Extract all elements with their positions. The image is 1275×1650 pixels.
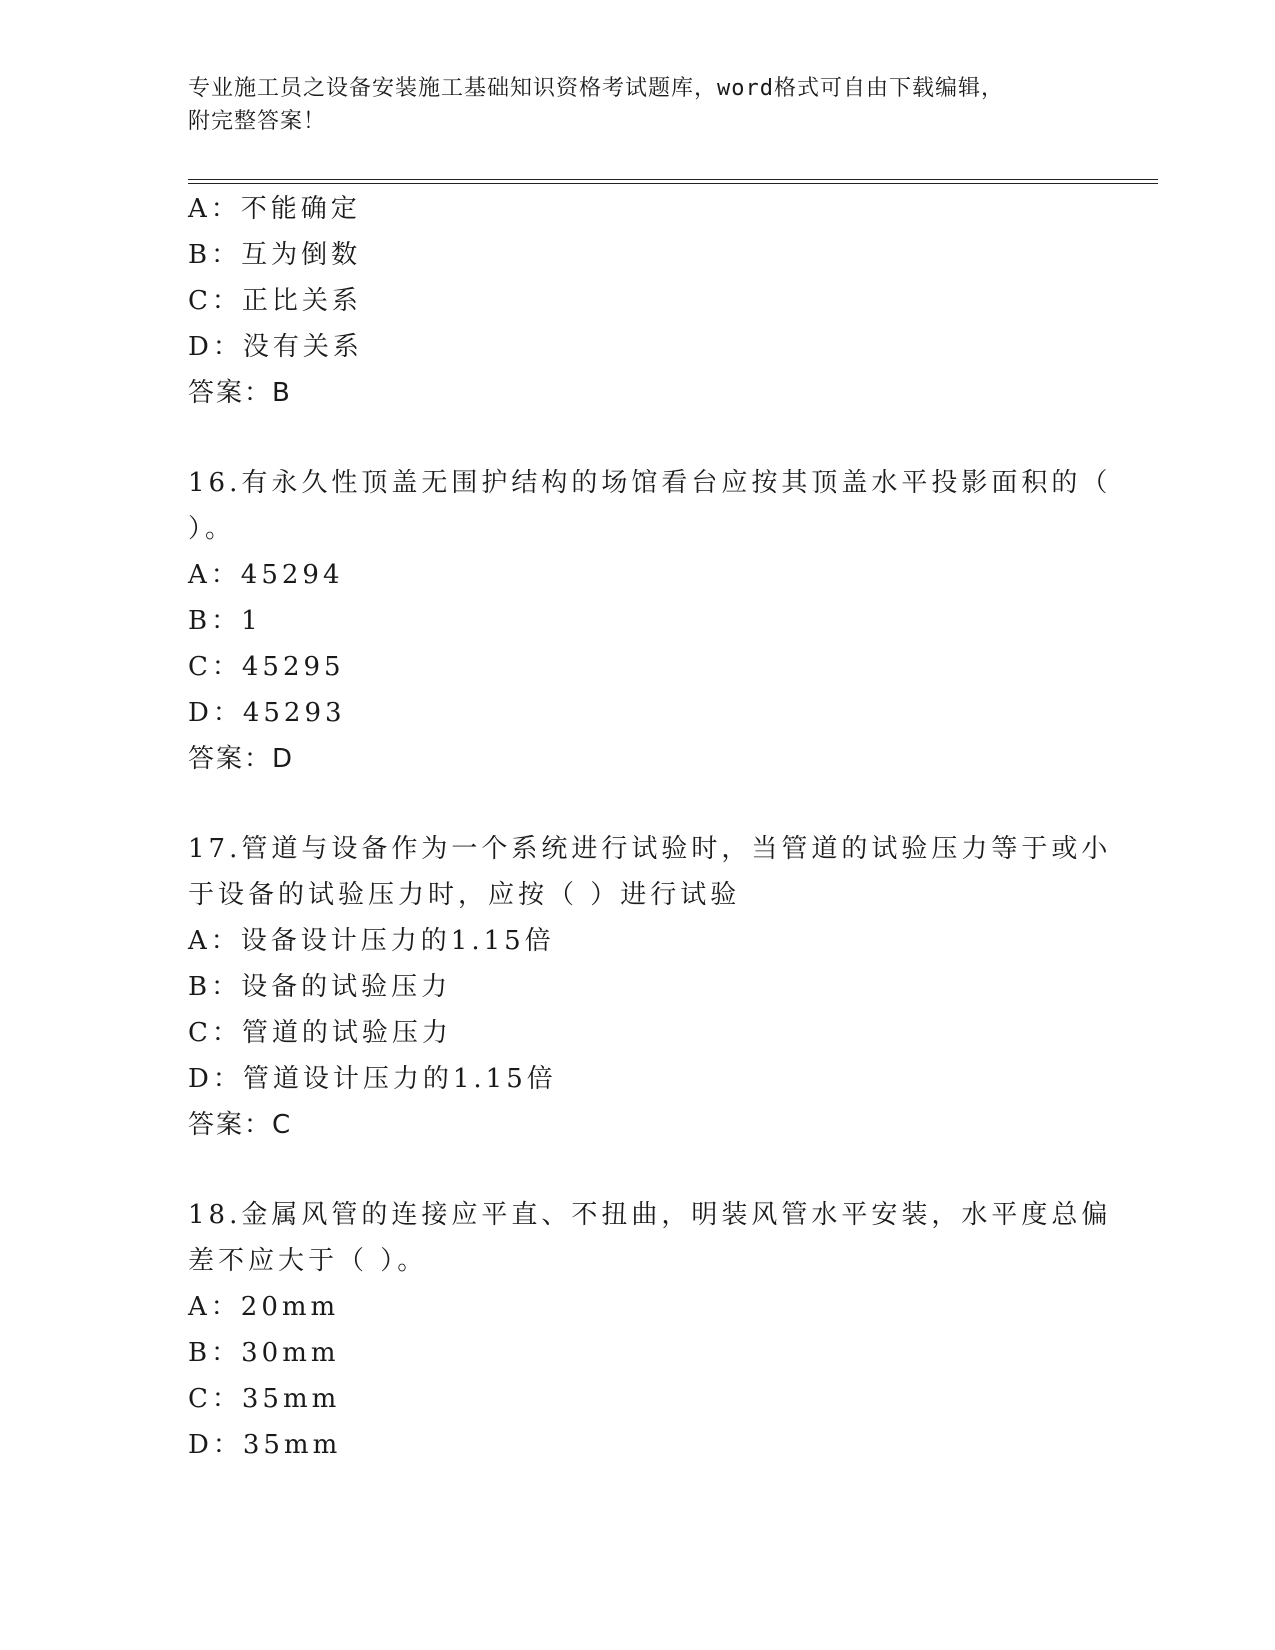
option-b: B：设备的试验压力 xyxy=(188,972,452,1002)
question-16 xyxy=(188,460,1112,782)
question-15 xyxy=(188,186,1088,416)
answer-label: 答案：D xyxy=(188,744,295,774)
header-divider-bottom xyxy=(188,183,1158,184)
option-d: D：45293 xyxy=(188,698,346,728)
option-d: D：没有关系 xyxy=(188,332,363,362)
option-a: A：20mm xyxy=(188,1292,340,1322)
option-c: C：45295 xyxy=(188,652,345,682)
answer-label: 答案：C xyxy=(188,1110,293,1140)
question-spacer xyxy=(188,1148,1088,1192)
option-d: D：管道设计压力的1.15倍 xyxy=(188,1064,557,1094)
option-b: B：互为倒数 xyxy=(188,240,362,270)
question-stem-line-1: 17.管道与设备作为一个系统进行试验时，当管道的试验压力等于或小 xyxy=(188,834,1112,864)
option-c: C：正比关系 xyxy=(188,286,362,316)
option-d: D：35mm xyxy=(188,1430,342,1460)
option-c: C：35mm xyxy=(188,1384,341,1414)
option-c: C：管道的试验压力 xyxy=(188,1018,452,1048)
question-stem-line-2: 于设备的试验压力时，应按（ ）进行试验 xyxy=(188,880,741,910)
header-line-1: 专业施工员之设备安装施工基础知识资格考试题库，word格式可自由下载编辑， xyxy=(188,76,1004,101)
question-18 xyxy=(188,1192,1112,1468)
question-list xyxy=(188,186,1112,1468)
option-a: A：不能确定 xyxy=(188,194,361,224)
option-b: B：30mm xyxy=(188,1338,340,1368)
header-divider-top xyxy=(188,179,1158,180)
header-line-2: 附完整答案！ xyxy=(188,109,327,134)
question-spacer xyxy=(188,782,1088,826)
document-header xyxy=(188,72,1068,138)
question-stem-line-2: ）。 xyxy=(188,514,236,544)
answer-label: 答案：B xyxy=(188,378,292,408)
option-b: B：1 xyxy=(188,606,262,636)
question-17 xyxy=(188,826,1112,1148)
option-a: A：45294 xyxy=(188,560,344,590)
question-stem-line-2: 差不应大于（ ）。 xyxy=(188,1246,428,1276)
question-stem-line-1: 16.有永久性顶盖无围护结构的场馆看台应按其顶盖水平投影面积的（ xyxy=(188,468,1112,498)
question-stem-line-1: 18.金属风管的连接应平直、不扭曲，明装风管水平安装，水平度总偏 xyxy=(188,1200,1112,1230)
option-a: A：设备设计压力的1.15倍 xyxy=(188,926,555,956)
question-spacer xyxy=(188,416,1088,460)
